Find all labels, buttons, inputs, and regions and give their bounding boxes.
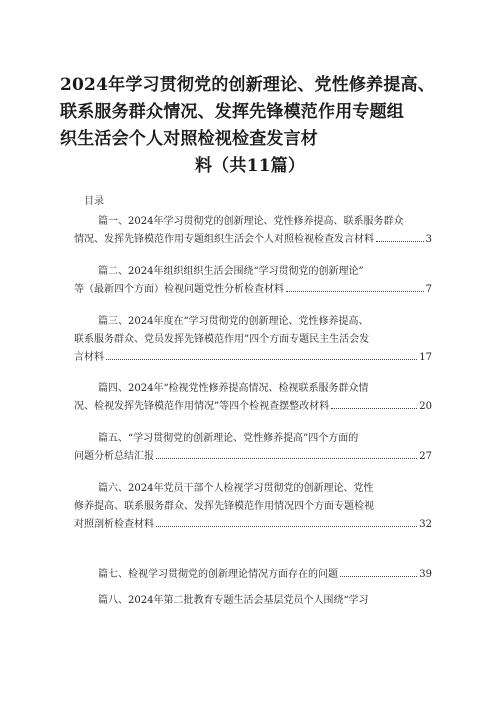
toc-entry-line bbox=[74, 498, 432, 516]
toc-page-number: 32 bbox=[419, 519, 432, 530]
toc-entry-line bbox=[74, 380, 432, 398]
title-line: 联系服务群众情况、发挥先锋模范作用专题组 bbox=[60, 102, 404, 122]
toc-entry[interactable] bbox=[74, 263, 432, 299]
toc-entry[interactable] bbox=[74, 213, 432, 249]
toc-entry-line bbox=[74, 331, 432, 349]
toc-entry[interactable] bbox=[74, 380, 432, 416]
toc-entry-line bbox=[74, 592, 432, 610]
toc-entry[interactable] bbox=[74, 566, 432, 584]
toc-entry-line bbox=[74, 448, 432, 466]
toc-dot-leader bbox=[340, 575, 417, 577]
toc-entry-line bbox=[74, 231, 432, 249]
toc-entry-text: 修养提高、联系服务群众、发挥先锋模范作用情况四个方面专题检视 bbox=[74, 501, 374, 512]
toc-heading: 目录 bbox=[84, 196, 104, 207]
toc-dot-leader bbox=[106, 358, 417, 360]
toc-page-number: 39 bbox=[419, 569, 432, 580]
toc-entry-line bbox=[74, 349, 432, 367]
toc-entry-line bbox=[74, 213, 432, 231]
toc-page-number: 27 bbox=[419, 451, 432, 462]
toc-entry-line bbox=[74, 313, 432, 331]
toc-entry-text: 等（最新四个方面）检视问题党性分析检查材料 bbox=[74, 284, 284, 295]
toc-entry-text: 篇七、检视学习贯彻党的创新理论情况方面存在的问题 bbox=[98, 569, 338, 580]
toc-entry-line bbox=[74, 516, 432, 534]
title-line: 料（共11篇） bbox=[194, 156, 306, 176]
toc-entry-text: 篇六、2024年党员干部个人检视学习贯彻党的创新理论、党性 bbox=[98, 483, 374, 494]
toc-entry[interactable] bbox=[74, 313, 432, 367]
toc-entry[interactable] bbox=[74, 480, 432, 534]
toc-entry-text: 篇二、2024年组织组织生活会围绕“学习贯彻党的创新理论” bbox=[98, 266, 364, 277]
toc-entry-text: 篇四、2024年“检视党性修养提高情况、检视联系服务群众情 bbox=[98, 383, 369, 394]
toc-dot-leader bbox=[156, 525, 417, 527]
toc-page-number: 20 bbox=[419, 401, 432, 412]
toc-entry-text: 情况、发挥先锋模范作用专题组织生活会个人对照检视检查发言材料 bbox=[74, 234, 374, 245]
toc-entry-text: 联系服务群众、党员发挥先锋模范作用”四个方面专题民主生活会发 bbox=[74, 334, 370, 345]
document-title bbox=[60, 72, 440, 180]
toc-entry-text: 篇八、2024年第二批教育专题生活会基层党员个人围绕“学习 bbox=[98, 595, 369, 606]
toc-dot-leader bbox=[286, 290, 424, 292]
toc-dot-leader bbox=[331, 407, 417, 409]
toc-entry-text: 问题分析总结汇报 bbox=[74, 451, 154, 462]
toc-entry[interactable] bbox=[74, 430, 432, 466]
toc-entry-text: 篇五、“学习贯彻党的创新理论、党性修养提高”四个方面的 bbox=[98, 433, 359, 444]
toc-entry[interactable] bbox=[74, 592, 432, 610]
toc-entry-text: 况、检视发挥先锋模范作用情况”等四个检视查摆整改材料 bbox=[74, 401, 330, 412]
toc-page-number: 17 bbox=[419, 352, 432, 363]
toc-entry-line bbox=[74, 566, 432, 584]
title-line: 2024年学习贯彻党的创新理论、党性修养提高、 bbox=[60, 75, 435, 95]
toc-dot-leader bbox=[376, 240, 424, 242]
toc-entry-text: 对照剖析检查材料 bbox=[74, 519, 154, 530]
toc-page-number: 3 bbox=[425, 234, 432, 245]
toc-entry-text: 言材料 bbox=[74, 352, 104, 363]
toc-entry-line bbox=[74, 430, 432, 448]
toc-entry-text: 篇三、2024年度在“学习贯彻党的创新理论、党性修养提高、 bbox=[98, 316, 369, 327]
toc-entry-text: 篇一、2024年学习贯彻党的创新理论、党性修养提高、联系服务群众 bbox=[98, 216, 404, 227]
toc-entry-line bbox=[74, 281, 432, 299]
title-line: 织生活会个人对照检视检查发言材 bbox=[60, 129, 318, 149]
toc-entry-line bbox=[74, 263, 432, 281]
toc-page-number: 7 bbox=[425, 284, 432, 295]
toc-entry-line bbox=[74, 480, 432, 498]
toc-entry-line bbox=[74, 398, 432, 416]
toc-dot-leader bbox=[156, 457, 417, 459]
